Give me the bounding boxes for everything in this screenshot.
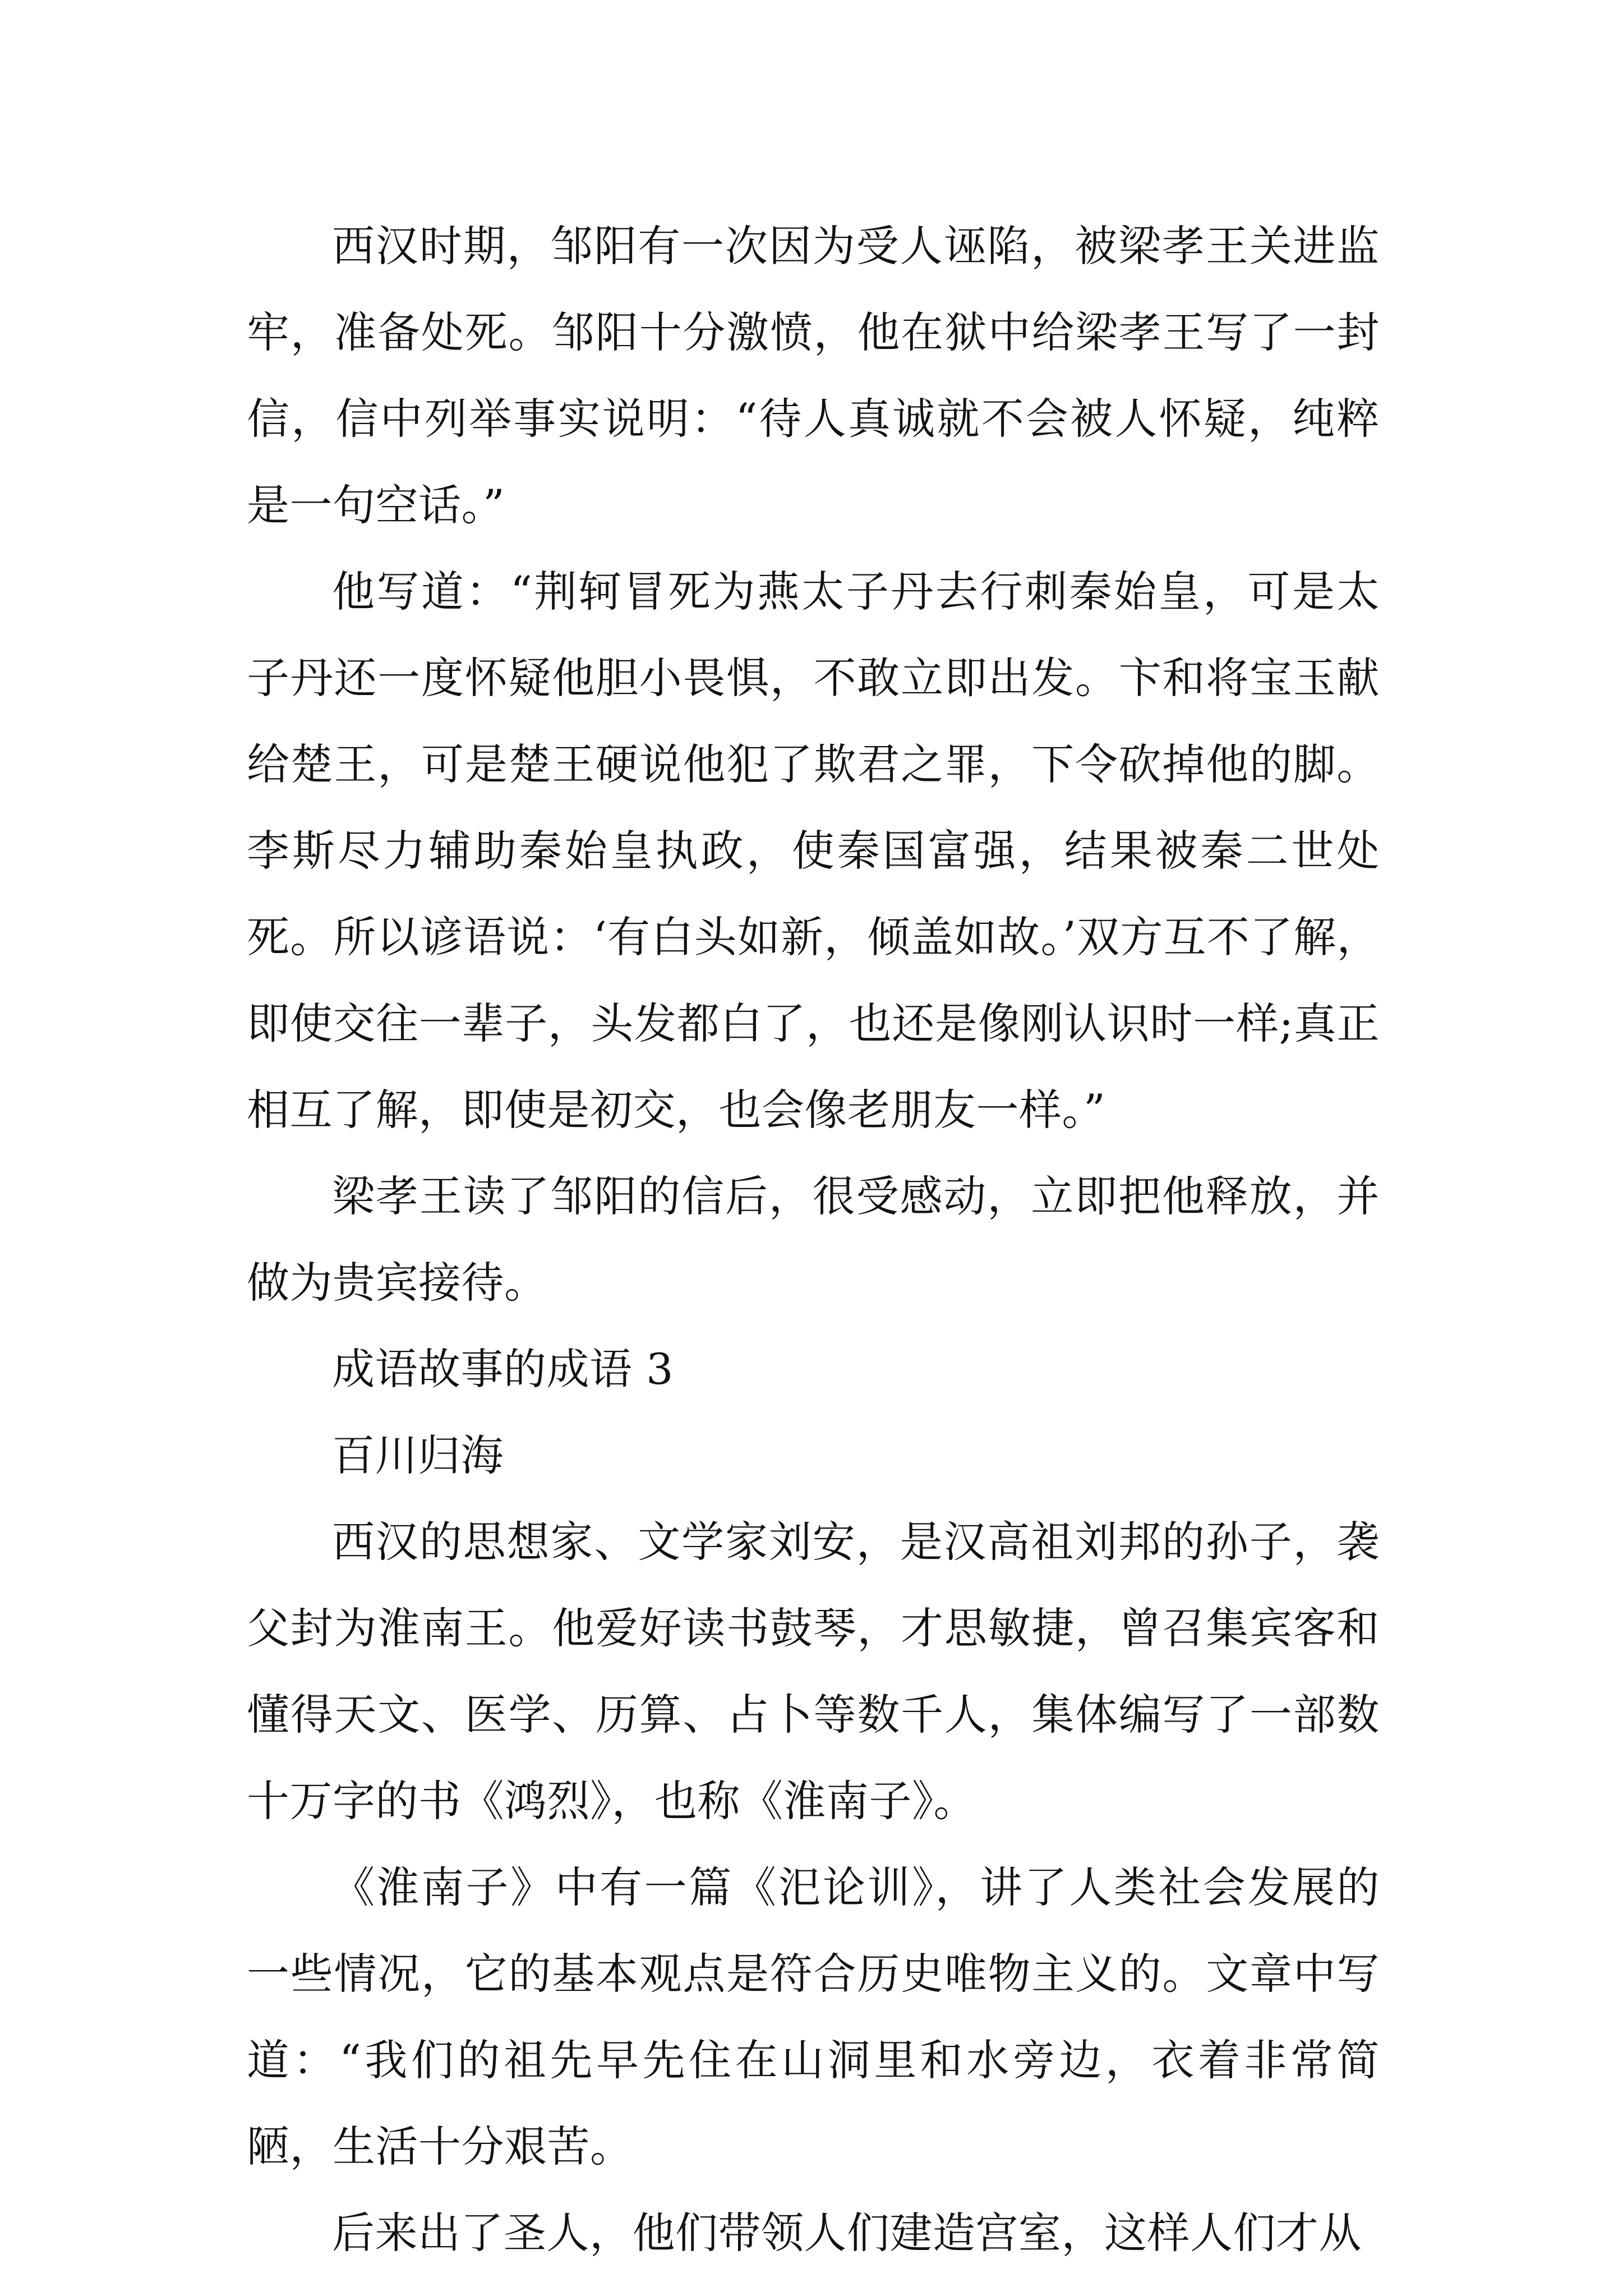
paragraph-fanlunxun: 《淮南子》中有一篇《汜论训》，讲了人类社会发展的一些情况，它的基本观点是符合历史唯物主义的。文章中写道：“我们的祖先早先住在山洞里和水旁边，衣着非常简陋，生活十分艰苦。 (247, 1862, 1380, 2171)
idiom-title: 百川归海 (332, 1430, 504, 1480)
paragraph-zouyang-imprisoned: 西汉时期，邹阳有一次因为受人诬陷，被梁孝王关进监牢，准备处死。邹阳十分激愤，他在狱中给梁孝王写了一封信，信中列举事实说明：“待人真诚就不会被人怀疑，纯粹是一句空话。” (247, 221, 1380, 530)
paragraph-letter-content: 他写道：“荆轲冒死为燕太子丹去行刺秦始皇，可是太子丹还一度怀疑他胆小畏惧，不敢立即出发。卞和将宝玉献给楚王，可是楚王硬说他犯了欺君之罪，下令砍掉他的脚。李斯尽力辅助秦始皇执政，使秦国富强，结果被秦二世处死。所以谚语说：‘有白头如新，倾盖如故。’双方互不了解，即使交往一辈子，头发都白了，也还是像刚认识时一样;真正相互了解，即使是初交，也会像老朋友一样。” (247, 567, 1380, 1135)
document-body (247, 203, 1380, 2276)
paragraph-release: 梁孝王读了邹阳的信后，很受感动，立即把他释放，并做为贵宾接待。 (247, 1171, 1380, 1308)
section-title: 成语故事的成语 3 (332, 1344, 674, 1394)
paragraph-liuan: 西汉的思想家、文学家刘安，是汉高祖刘邦的孙子，袭父封为淮南王。他爱好读书鼓琴，才思敏捷，曾召集宾客和懂得天文、医学、历算、占卜等数千人，集体编写了一部数十万字的书《鸿烈》，也称《淮南子》。 (247, 1517, 1380, 1826)
paragraph-sages: 后来出了圣人，他们带领人们建造宫室，这样人们才从 (332, 2208, 1362, 2258)
